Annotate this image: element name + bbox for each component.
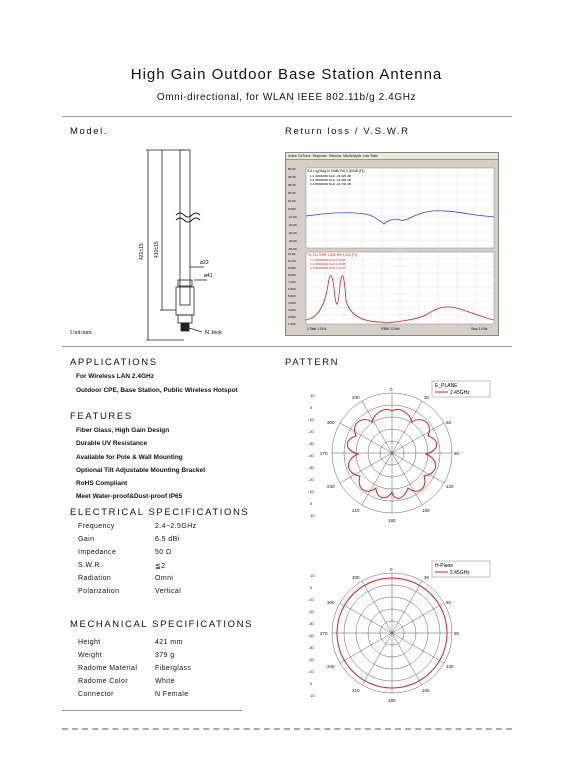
angle-label: 180 — [388, 698, 396, 703]
angle-label: 210 — [352, 688, 360, 693]
bottom-trace-header: Tr2 S11 SWR 1.000/ Ref 1.000 [F1] — [307, 253, 358, 257]
e-plane-polar-plot — [300, 378, 500, 528]
scale-label: 0 — [310, 585, 313, 590]
top-marker-2: 2 2.45000000 GHz -23.068 dB — [310, 178, 351, 182]
top-ytick: 10.00 — [288, 199, 296, 203]
scale-label: -20 — [308, 609, 314, 614]
spec-value: 421 mm — [155, 639, 183, 646]
sweep-stop: Stop 3 GHz — [471, 327, 488, 331]
angle-label: 90 — [454, 451, 460, 456]
features-heading: FEATURES — [70, 411, 133, 422]
scale-label: -10 — [308, 417, 314, 422]
diameter-22-label: ø22 — [200, 260, 209, 266]
spec-label: Radiation — [78, 575, 112, 582]
angle-label: 240 — [327, 664, 335, 669]
mechanical-heading: MECHANICAL SPECIFICATIONS — [70, 619, 254, 630]
spec-value: ≦2 — [155, 563, 166, 570]
top-ytick: -10.00 — [288, 215, 297, 219]
bottom-ytick: 10.00 — [288, 259, 296, 263]
scale-label: 10 — [310, 693, 315, 698]
pattern-heading: PATTERN — [285, 357, 340, 368]
analyzer-plots — [286, 160, 496, 332]
top-marker-3: 3 2.50000000 GHz -24.746 dB — [310, 182, 351, 186]
header-divider — [62, 116, 512, 117]
angle-label: 0 — [390, 567, 393, 572]
scale-label: -40 — [308, 633, 314, 638]
angle-label: 150 — [422, 508, 430, 513]
bottom-ytick: 2.000 — [288, 315, 296, 319]
scale-label: 0 — [310, 405, 313, 410]
network-analyzer-screen — [285, 152, 499, 336]
angle-label: 150 — [422, 688, 430, 693]
application-item: For Wireless LAN 2.4GHz — [76, 373, 154, 380]
scale-label: 10 — [310, 573, 315, 578]
spec-label: S.W.R. — [78, 562, 103, 569]
angle-label: 330 — [352, 395, 360, 400]
spec-label: Radome Color — [78, 678, 128, 685]
spec-value: 6.5 dBi — [155, 536, 180, 543]
angle-label: 120 — [446, 664, 454, 669]
middle-divider — [62, 346, 512, 347]
spec-value: White — [155, 678, 175, 685]
bottom-marker-1: 1 2.40000000 GHz 1.1522 — [310, 258, 346, 262]
applications-heading: APPLICATIONS — [70, 357, 158, 368]
return-loss-heading: Return loss / V.S.W.R — [285, 126, 410, 137]
angle-label: 300 — [327, 600, 335, 605]
scale-label: -30 — [308, 621, 314, 626]
spec-label: Gain — [78, 536, 95, 543]
document-title: High Gain Outdoor Base Station Antenna — [130, 66, 443, 83]
bottom-ytick: 7.000 — [288, 280, 296, 284]
bottom-marker-3: 3 2.50000000 GHz 1.1417 — [310, 266, 346, 270]
menu-response[interactable]: Response — [312, 154, 327, 158]
angle-label: 60 — [446, 600, 452, 605]
angle-label: 30 — [424, 395, 430, 400]
total-height-label: 421±15 — [139, 243, 145, 260]
top-ytick: -50.00 — [288, 247, 297, 251]
menu-instr-state[interactable]: Instr State — [363, 154, 378, 158]
scale-label: 10 — [310, 513, 315, 518]
mechanical-divider — [62, 710, 242, 711]
angle-label: 30 — [424, 575, 430, 580]
radome — [180, 150, 190, 305]
h-plane-legend-freq: 2.45GHz — [450, 570, 470, 576]
mount-base — [176, 287, 194, 315]
spec-value: Fiberglass — [155, 665, 192, 672]
top-ytick: -40.00 — [288, 239, 297, 243]
scale-label: -10 — [308, 489, 314, 494]
h-plane-grid — [332, 573, 452, 693]
bottom-ytick: 4.000 — [288, 301, 296, 305]
bottom-ytick: 6.000 — [288, 287, 296, 291]
feature-item: RoHS Compliant — [76, 480, 128, 487]
spec-label: Weight — [78, 652, 103, 659]
top-ytick: -30.00 — [288, 231, 297, 235]
angle-label: 60 — [446, 420, 452, 425]
spec-value: 379 g — [155, 652, 175, 659]
angle-label: 270 — [320, 631, 328, 636]
footer-dashed-rule — [62, 728, 512, 730]
feature-item: Optional Tilt Adjustable Mounting Bracket — [76, 467, 206, 474]
scale-label: -10 — [308, 669, 314, 674]
h-plane-legend-name: H-Plane — [435, 563, 454, 569]
scale-label: -10 — [308, 597, 314, 602]
scale-label: 0 — [310, 501, 313, 506]
bottom-ytick: 8.000 — [288, 273, 296, 277]
if-bandwidth: IFBW 70 kHz — [381, 327, 400, 331]
sweep-start: 1 Start 1 GHz — [307, 327, 327, 331]
feature-item: Available for Pole & Wall Mounting — [76, 454, 183, 461]
feature-item: Fiber Glass, High Gain Design — [76, 427, 170, 434]
angle-label: 180 — [388, 518, 396, 523]
spec-label: Radome Material — [78, 665, 138, 672]
scale-label: 0 — [310, 681, 313, 686]
unit-label: Unit:mm — [70, 330, 92, 336]
spec-value: Omni — [155, 575, 174, 582]
feature-item: Meet Water-proof&Dust-proof IP65 — [76, 493, 183, 500]
analyzer-menu-bar — [286, 153, 498, 160]
bottom-ytick: 11.00 — [288, 252, 296, 256]
angle-label: 330 — [352, 575, 360, 580]
top-ytick: 20.00 — [288, 191, 296, 195]
angle-label: 210 — [352, 508, 360, 513]
spec-label: Frequency — [78, 523, 115, 530]
scale-label: -40 — [308, 453, 314, 458]
connector-label: N Jeck — [205, 330, 222, 336]
spec-value: Vertical — [155, 588, 182, 595]
angle-label: 300 — [327, 420, 335, 425]
scale-label: -20 — [308, 429, 314, 434]
bottom-ytick: 1.000 — [288, 322, 296, 326]
scale-label: 10 — [310, 393, 315, 398]
bottom-ytick: 5.000 — [288, 294, 296, 298]
bottom-ytick: 9.000 — [288, 266, 296, 270]
e-plane-legend-name: E_PLANE — [435, 383, 458, 389]
document-subtitle: Omni-directional, for WLAN IEEE 802.11b/g 2.4GHz — [156, 92, 417, 103]
angle-label: 240 — [327, 484, 335, 489]
top-marker-1: 1 2.40000000 GHz -23.025 dB — [310, 174, 351, 178]
model-heading: Model. — [70, 126, 109, 137]
top-ytick: 50.00 — [288, 167, 296, 171]
scale-label: -30 — [308, 465, 314, 470]
e-plane-legend-freq: 2.45GHz — [450, 390, 470, 396]
h-plane-polar-plot — [300, 558, 500, 708]
diameter-41-label: ø41 — [204, 273, 213, 279]
bottom-ytick: 3.000 — [288, 308, 296, 312]
antenna-drawing — [62, 140, 262, 345]
top-trace-header: S11 Log Mag 10.00dB/ Ref 0.000dB [F1] — [307, 169, 365, 173]
menu-stimulus[interactable]: Stimulus — [328, 154, 342, 158]
spec-label: Height — [78, 639, 101, 646]
top-ytick: 30.00 — [288, 183, 296, 187]
angle-label: 120 — [446, 484, 454, 489]
menu-active-trace[interactable]: Active Ch/Trace — [288, 154, 311, 158]
spec-value: N Female — [155, 691, 189, 698]
spec-value: 2.4~2.5GHz — [155, 523, 197, 530]
application-item: Outdoor CPE, Base Station, Public Wireless Hotspot — [76, 387, 238, 394]
radome-height-label: 410±15 — [154, 241, 160, 258]
spec-label: Polarization — [78, 588, 120, 595]
top-ytick: 40.00 — [288, 175, 296, 179]
angle-label: 0 — [390, 387, 393, 392]
scale-label: -30 — [308, 645, 314, 650]
scale-label: -20 — [308, 657, 314, 662]
angle-label: 90 — [454, 631, 460, 636]
top-ytick: -20.00 — [288, 223, 297, 227]
angle-label: 270 — [320, 451, 328, 456]
scale-label: -20 — [308, 477, 314, 482]
scale-label: -30 — [308, 441, 314, 446]
spec-label: Connector — [78, 691, 114, 698]
feature-item: Durable UV Resistance — [76, 440, 148, 447]
spec-label: Impedance — [78, 549, 117, 556]
top-ytick: 0.000 — [288, 207, 296, 211]
spec-value: 50 Ω — [155, 549, 172, 556]
electrical-heading: ELECTRICAL SPECIFICATIONS — [70, 507, 250, 518]
bottom-marker-2: 2 2.45000000 GHz 1.1508 — [310, 262, 346, 266]
menu-marker-analysis[interactable]: Mkr/Analysis — [343, 154, 362, 158]
